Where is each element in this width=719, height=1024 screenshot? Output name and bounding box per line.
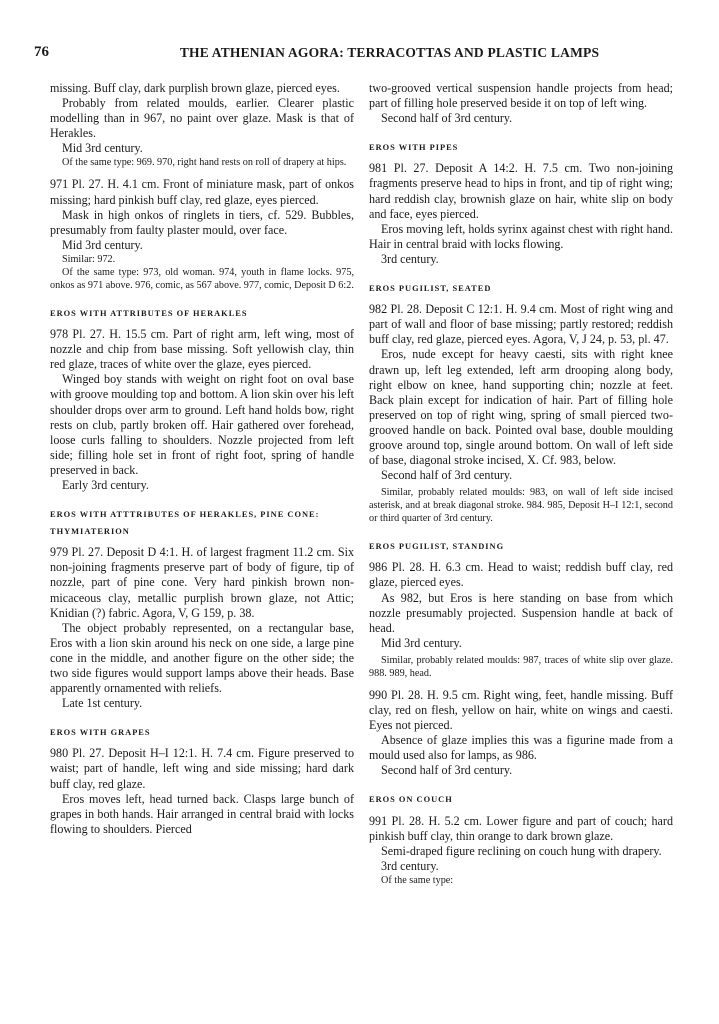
catalogue-entry: 971 Pl. 27. H. 4.1 cm. Front of miniature mask, part of onkos missing; hard pinkish buff clay, red glaze, eyes pierced. [50, 177, 354, 207]
date-line: Second half of 3rd century. [381, 763, 513, 778]
catalogue-entry: 982 Pl. 28. Deposit C 12:1. H. 9.4 cm. Most of right wing and part of wall and floor of base missing; partly restored; reddish buff clay, red glaze, pierced eyes. Agora, V, J 24, p. 53, pl. 47. [369, 302, 673, 347]
text-paragraph: As 982, but Eros is here standing on base from which nozzle presumably projected. Suspension handle at back of head. [369, 590, 673, 635]
running-head: THE ATHENIAN AGORA: TERRACOTTAS AND PLASTIC LAMPS [179, 45, 600, 60]
similar-note: Similar: 972. [62, 253, 116, 265]
left-column [50, 81, 354, 837]
catalogue-entry: 979 Pl. 27. Deposit D 4:1. H. of largest fragment 11.2 cm. Six non-joining fragments preserve part of body of figure, tip of nozzle, part of pine cone. Very hard pinkish brown non-micaceous clay, metallic purplish brown glaze, not Attic; Knidian (?) fabric. Agora, V, G 159, p. 38. [50, 545, 354, 620]
same-type-note: Of the same type: 969. 970, right hand rests on roll of drapery at hips. [62, 157, 347, 169]
page-header [34, 44, 685, 66]
date-line: Mid 3rd century. [381, 635, 462, 650]
date-line: Second half of 3rd century. [381, 468, 513, 483]
date-line: Late 1st century. [62, 696, 143, 711]
text-paragraph: missing. Buff clay, dark purplish brown glaze, pierced eyes. [50, 81, 340, 95]
section-heading: EROS PUGILIST, SEATED [369, 284, 492, 294]
right-column [369, 81, 673, 887]
text-paragraph: two-grooved vertical suspension handle projects from head; part of filling hole preserved beside it on top of left wing. [369, 81, 673, 111]
same-type-note: Of the same type: 973, old woman. 974, youth in flame locks. 975, onkos as 971 above. 976, comic, as 567 above. 977, comic, Deposit D 6:2. [50, 266, 354, 291]
catalogue-entry: 986 Pl. 28. H. 6.3 cm. Head to waist; reddish buff clay, red glaze, pierced eyes. [369, 560, 673, 590]
same-type-note: Of the same type: [381, 874, 454, 886]
date-line: Mid 3rd century. [62, 141, 143, 156]
page-number: 76 [34, 44, 49, 60]
date-line: Early 3rd century. [62, 477, 149, 492]
text-paragraph: Eros, nude except for heavy caesti, sits with right knee drawn up, left leg extended, left arm drooping along body, right elbow on knee, hand supporting chin; nozzle at feet. Back plain except for indication of hair. Part of filling hole preserved on top of right wing, spring of small pierced two-grooved handle on back. Pointed oval base, double moulding groove around top, single around bottom. On wall of left side of base, diagonal stroke incised, X. Cf. 983, below. [369, 347, 673, 468]
text-paragraph: Winged boy stands with weight on right foot on oval base with groove moulding top and bottom. A lion skin over his left shoulder drops over arm to ground. Left hand holds bow, right rests on club, partly broken off. Hair gathered over forehead, loose curls falling to shoulders. Nozzle projected from left side; filling hole set in front of right foot, spring of handle preserved in back. [50, 372, 354, 477]
section-heading: EROS ON COUCH [369, 795, 453, 805]
catalogue-entry: 990 Pl. 28. H. 9.5 cm. Right wing, feet, handle missing. Buff clay, red on flesh, yellow on hair, white on wings and caesti. Eyes not pierced. [369, 687, 673, 733]
text-paragraph: The object probably represented, on a rectangular base, Eros with a lion skin around his neck on one side, a large pine cone in the middle, and another figure on the other side; the two side figures would support lamps above their heads. Base apparently ornamented with reliefs. [50, 620, 354, 696]
section-heading: EROS WITH GRAPES [50, 728, 151, 738]
similar-note: Similar, probably related moulds: 987, traces of white slip over glaze. 988. 989, head. [369, 654, 673, 679]
text-paragraph: Eros moves left, head turned back. Clasps large bunch of grapes in both hands. Hair arranged in central braid with locks flowing to shoulders. Pierced [50, 791, 354, 836]
section-heading: EROS WITH PIPES [369, 143, 459, 153]
text-paragraph: Probably from related moulds, earlier. Clearer plastic modelling than in 967, no paint over glaze. Mask is that of Herakles. [50, 96, 354, 141]
text-paragraph: Absence of glaze implies this was a figurine made from a mould used also for lamps, as 986. [369, 733, 673, 763]
text-paragraph: Semi-draped figure reclining on couch hung with drapery. [381, 843, 662, 858]
similar-note: Similar, probably related moulds: 983, on wall of left side incised asterisk, and at break diagonal stroke. 984. 985, Deposit H–I 12:1, second or third quarter of 3rd century. [369, 487, 673, 525]
catalogue-entry: 978 Pl. 27. H. 15.5 cm. Part of right arm, left wing, most of nozzle and chip from base missing. Soft yellowish clay, thin red glaze, traces of white over the glaze, eyes pierced. [50, 327, 354, 372]
date-line: 3rd century. [381, 251, 439, 266]
text-paragraph: Eros moving left, holds syrinx against chest with right hand. Hair in central braid with locks flowing. [369, 221, 673, 251]
catalogue-entry: 981 Pl. 27. Deposit A 14:2. H. 7.5 cm. Two non-joining fragments preserve head to hips in front, and tip of right wing; hard reddish clay, brownish glaze on hair, white slip on body and face, eyes pierced. [369, 161, 673, 221]
catalogue-entry: 991 Pl. 28. H. 5.2 cm. Lower figure and part of couch; hard pinkish buff clay, thin orange to dark brown glaze. [369, 813, 673, 843]
text-paragraph: Mask in high onkos of ringlets in tiers, cf. 529. Bubbles, presumably from faulty plaster mould, over face. [50, 207, 354, 237]
section-subheading: THYMIATERION [50, 527, 130, 537]
date-line: 3rd century. [381, 858, 439, 873]
section-heading: EROS WITH ATTTRIBUTES OF HERAKLES, PINE CONE: [50, 510, 320, 520]
section-heading: EROS WITH ATTRIBUTES OF HERAKLES [50, 308, 248, 318]
date-line: Mid 3rd century. [62, 237, 143, 252]
date-line: Second half of 3rd century. [381, 111, 513, 126]
catalogue-entry: 980 Pl. 27. Deposit H–I 12:1. H. 7.4 cm. Figure preserved to waist; part of handle, left wing and side missing; hard dark buff clay, red glaze. [50, 746, 354, 791]
section-heading: EROS PUGILIST, STANDING [369, 542, 505, 552]
